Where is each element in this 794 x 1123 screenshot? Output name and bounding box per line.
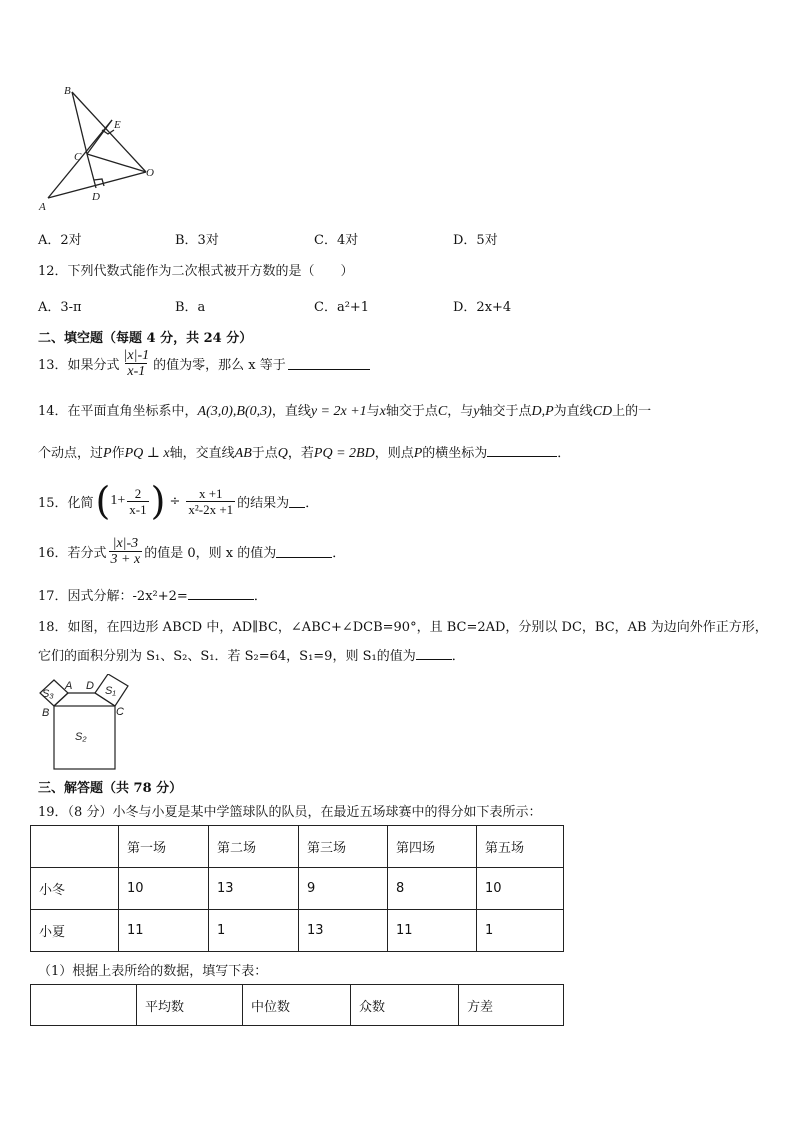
q11-option-a: A．2对 [38,233,82,248]
q16-pre: 16．若分式 [38,546,107,561]
q13-fraction [122,348,152,379]
q15-inner-fraction [127,486,148,517]
section-2-title: 二、填空题（每题 4 分，共 24 分） [38,331,253,346]
table-cell: 11 [388,910,477,952]
q14-text: ，直线 [271,404,311,419]
section-3-title: 三、解答题（共 78 分） [38,781,183,796]
label-B: B [64,85,71,97]
table-cell: 众数 [351,985,459,1026]
q14-text: 为直线 [553,404,593,419]
question-18-line2 [38,645,465,664]
q15-answer-blank[interactable] [289,495,305,508]
q14-text: 轴，交直线 [169,446,235,461]
table-cell [31,826,119,868]
q12-option-a: A．3-π [38,300,82,315]
table-cell: 13 [209,868,299,910]
question-14-line2 [38,442,570,462]
q14-text: 14．在平面直角坐标系中， [38,404,198,419]
q13-denominator: x-1 [127,364,146,379]
q14-text: 轴交于点 [385,404,438,419]
q14-text: 上的一 [612,404,652,419]
label-A: A [65,680,73,692]
label-B: B [42,707,50,719]
q14-text: 的横坐标为 [422,446,488,461]
q14-text: ，若 [287,446,314,461]
q13-post: 的值为零，那么 x 等于 [153,358,286,373]
question-17 [38,585,267,604]
table-row [31,868,564,910]
q15-denominator: x²-2x +1 [188,501,234,517]
q14-math: y [473,404,480,419]
q14-math: PQ ⊥ x [124,446,170,461]
table-cell: 第五场 [477,826,564,868]
q17-end: ． [253,589,267,604]
q16-denominator: 3 + x [110,552,141,567]
table-header-row [31,985,564,1026]
label-E: E [114,119,121,131]
q14-math: x [379,404,386,419]
table-cell: 1 [209,910,299,952]
q14-math: P [413,446,423,461]
table-cell: 10 [119,868,209,910]
table-cell: 中位数 [243,985,351,1026]
q14-math: CD [592,404,613,419]
q15-inner-den: x-1 [129,501,147,517]
q14-text: 作 [111,446,125,461]
q14-math: C [437,404,448,419]
stats-table [30,984,564,1026]
q14-text: 于点 [251,446,278,461]
q11-option-c: C．4对 [314,233,359,248]
q18-text: 它们的面积分别为 S₁、S₂、S₁．若 S₂=64，S₁=9，则 S₁的值为 [38,649,416,664]
table-cell: 13 [299,910,388,952]
q13-answer-blank[interactable] [288,357,370,370]
q14-answer-blank[interactable] [487,444,557,457]
q14-text: 轴交于点 [479,404,532,419]
q16-end: ． [332,546,346,561]
q12-stem: 12．下列代数式能作为二次根式被开方数的是（ ） [38,264,354,279]
q11-option-b: B．3对 [175,233,219,248]
q14-math: y = 2x +1 [310,404,367,419]
label-D: D [92,191,100,203]
label-A: A [39,201,46,213]
table-cell: 9 [299,868,388,910]
q14-math: A(3,0),B(0,3) [197,404,272,419]
q13-pre: 13．如果分式 [38,358,120,373]
q15-one: 1+ [110,493,126,508]
table-cell: 平均数 [137,985,243,1026]
table-cell: 10 [477,868,564,910]
q16-fraction [109,536,143,567]
table-cell: 第二场 [209,826,299,868]
label-S1: S₁ [105,685,116,697]
q12-option-d: D．2x+4 [453,300,512,315]
q14-end: ． [557,446,571,461]
table-cell: 小冬 [31,868,119,910]
table-cell: 第三场 [299,826,388,868]
q14-math: D,P [531,404,554,419]
label-S3: S₃ [42,688,54,700]
question-15 [38,478,318,524]
left-paren: ( [95,479,111,523]
table-header-row [31,826,564,868]
geometry-figure-q11 [30,80,170,215]
question-16 [38,536,345,567]
q18-answer-blank[interactable] [416,647,452,660]
q14-text: 个动点，过 [38,446,104,461]
question-13 [38,348,370,379]
q15-numerator: x +1 [198,485,223,501]
question-19-stem: 19．（8 分）小冬与小夏是某中学篮球队的队员，在最近五场球赛中的得分如下表所示： [38,805,542,820]
table-cell: 第四场 [388,826,477,868]
label-S2: S₂ [75,731,87,743]
geometry-figure-q18 [34,674,138,772]
label-C: C [116,706,124,718]
q16-numerator: |x|-3 [112,536,139,551]
q14-text: ，则点 [374,446,414,461]
q16-post: 的值是 0，则 x 的值为 [144,546,277,561]
q16-answer-blank[interactable] [276,545,332,558]
label-C: C [74,151,82,163]
q15-fraction [186,486,235,517]
table-cell[interactable] [31,985,137,1026]
question-19-sub1: （1）根据上表所给的数据，填写下表： [38,964,268,979]
question-14-line1 [38,400,651,420]
scores-table [30,825,564,952]
right-paren: ) [150,479,166,523]
q14-math: P [103,446,112,461]
q12-option-b: B．a [175,300,206,315]
q11-option-d: D．5对 [453,233,498,248]
q13-numerator: |x|-1 [123,348,150,363]
q15-post: 的结果为 [237,495,290,511]
table-cell: 第一场 [119,826,209,868]
question-18-line1: 18．如图，在四边形 ABCD 中，AD∥BC，∠ABC+∠DCB=90°，且 BC=2AD，分别以 DC，BC，AB 为边向外作正方形， [38,620,768,635]
q15-end: ． [305,495,319,511]
table-cell: 小夏 [31,910,119,952]
table-cell: 1 [477,910,564,952]
table-cell: 方差 [459,985,564,1026]
q14-math: AB [234,446,252,461]
q14-math: PQ = 2BD [313,446,375,461]
label-O: O [146,167,154,179]
q17-answer-blank[interactable] [188,587,254,600]
q17-text: 17．因式分解：-2x²+2= [38,589,188,604]
q15-pre: 15．化简 [38,495,94,511]
table-cell: 8 [388,868,477,910]
label-D: D [86,680,94,692]
q14-text: 与 [366,404,380,419]
table-cell: 11 [119,910,209,952]
q18-end: ． [451,649,465,664]
table-row [31,910,564,952]
q14-math: Q [277,446,288,461]
q15-div: ÷ [169,493,181,509]
q12-option-c: C．a²+1 [314,300,370,315]
q14-text: ，与 [447,404,474,419]
q15-inner-num: 2 [134,485,142,501]
